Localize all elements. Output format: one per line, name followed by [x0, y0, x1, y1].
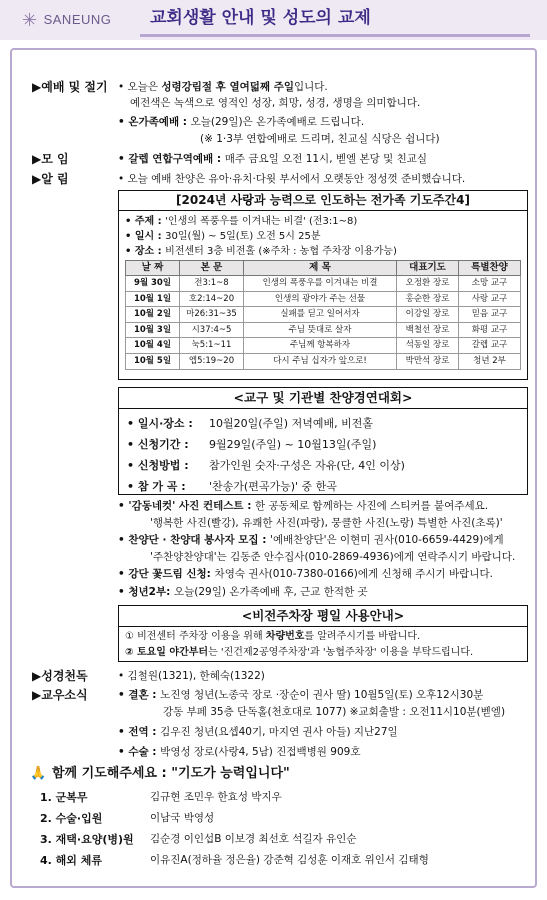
parking-line-2: ② 토요일 야간부터는 '진건제2공영주차장'과 '농협주차장' 이용을 부탁드립니다.	[125, 646, 474, 658]
date-cell: 10월 5일	[126, 354, 180, 370]
date-cell: 10월 3일	[126, 322, 180, 338]
prayer-week-title: [2024년 사랑과 능력으로 인도하는 전가족 기도주간4]	[119, 191, 527, 211]
table-row	[126, 338, 521, 354]
table-header-row	[126, 261, 521, 276]
pray-together-title: 🙏 함께 기도해주세요 : "기도가 능력입니다"	[30, 766, 290, 781]
pray-row-names: 김순경 이인섭B 이보경 최선호 석길자 유인순	[150, 833, 357, 845]
page-header	[0, 0, 547, 40]
surgery-line: • 수술 : 박영성 장로(사랑4, 5남) 진접백병원 909호	[118, 746, 361, 758]
contest-item	[127, 476, 519, 497]
choir-cell: 청년 2부	[459, 354, 521, 370]
title-cell: 인생의 광야가 주는 선물	[244, 291, 397, 307]
family-worship-line: • 온가족예배 : 오늘(29일)은 온가족예배로 드립니다.	[118, 116, 365, 128]
contest-item-value: 9월29일(주일) ~ 10월13일(주일)	[209, 437, 377, 451]
wedding-line-2: 강동 부페 35층 단독홀(천호대로 1077) ※교회출발 : 오전11시10분(벧엘)	[163, 706, 506, 718]
bible-reading-label: ▶성경천독	[32, 669, 88, 683]
worship-line-1: • 오늘은 성령강림절 후 열여덟째 주일입니다.	[118, 81, 328, 93]
choir-cell: 믿음 교구	[459, 307, 521, 323]
meeting-text: • 갈렙 연합구역예배 : 매주 금요일 오전 11시, 벧엘 본당 및 친교실	[118, 153, 428, 165]
table-row	[126, 275, 521, 291]
worship-label: ▶예배 및 절기	[32, 80, 108, 94]
parking-box	[118, 605, 528, 662]
pray-row-label: 2. 수술·입원	[40, 812, 103, 825]
prayer-cell: 이강일 장로	[397, 307, 459, 323]
page-title: 교회생활 안내 및 성도의 교제	[150, 8, 371, 28]
choir-volunteer-line-2: '주찬양찬양대'는 김동준 안수집사(010-2869-4936)에게 연락주시기 바랍니다.	[150, 551, 516, 563]
contest-item	[127, 413, 519, 434]
prayer-schedule-table	[125, 260, 521, 370]
family-worship-note: (※ 1·3부 연합예배로 드리며, 친교실 식당은 쉽니다)	[200, 133, 440, 145]
choir-cell: 소망 교구	[459, 275, 521, 291]
pray-row-names: 이남국 박영성	[150, 812, 215, 824]
church-logo	[22, 9, 111, 32]
bible-reading-text: • 김철원(1321), 한혜숙(1322)	[118, 670, 265, 682]
text-cell: 호2:14~20	[180, 291, 244, 307]
flower-request-line: • 강단 꽃드림 신청: 차영숙 권사(010-7380-0166)에게 신청해 주시기 바랍니다.	[118, 568, 493, 580]
contest-item	[127, 455, 519, 476]
pray-row-label: 4. 해외 체류	[40, 854, 102, 867]
title-cell: 주님께 항복하자	[244, 338, 397, 354]
prayer-week-date: • 일시 : 30일(월) ~ 5일(토) 오전 5시 25분	[125, 231, 321, 242]
discharge-line: • 전역 : 김우진 청년(요셉40기, 마지연 권사 아들) 지난27일	[118, 726, 398, 738]
table-row	[126, 291, 521, 307]
news-label: ▶교우소식	[32, 688, 88, 702]
date-cell: 10월 2일	[126, 307, 180, 323]
text-cell: 마26:31~35	[180, 307, 244, 323]
choir-contest-title: <교구 및 기관별 찬양경연대회>	[119, 388, 527, 409]
prayer-week-place: • 장소 : 비전센터 3층 비전홀 (※주차 : 농협 주차장 이용가능)	[125, 246, 397, 257]
contest-item-label: • 신청기간 :	[127, 437, 189, 451]
choir-contest-box	[118, 387, 528, 495]
prayer-cell: 석동일 장로	[397, 338, 459, 354]
choir-volunteer-line: • 찬양단 · 찬양대 봉사자 모집 : '예배찬양단'은 이현미 권사(010-6659-4429)에게	[118, 534, 504, 546]
parking-title: <비전주차장 평일 사용안내>	[119, 606, 527, 627]
title-underline	[140, 34, 530, 37]
youth-line: • 청년2부: 오늘(29일) 온가족예배 후, 근교 한적한 곳	[118, 586, 368, 598]
photo-contest-line: • '감동네컷' 사진 컨테스트 : 한 공동체로 함께하는 사진에 스티커를 붙여주세요.	[118, 500, 489, 512]
praying-hands-icon: 🙏	[30, 766, 47, 781]
logo-text: SANEUNG	[43, 12, 112, 28]
pray-row	[40, 812, 214, 826]
notice-label: ▶알 림	[32, 172, 69, 186]
contest-item-value: 10월20일(주일) 저녁예배, 비전홀	[209, 416, 373, 430]
col-choir: 특별찬양	[459, 261, 521, 276]
pray-row-label: 1. 군복무	[40, 791, 88, 804]
text-cell: 시37:4~5	[180, 322, 244, 338]
title-cell: 다시 주님 십자가 앞으로!	[244, 354, 397, 370]
table-row	[126, 354, 521, 370]
worship-line-2: 예전색은 녹색으로 영적인 성장, 희망, 성경, 생명을 의미합니다.	[130, 97, 421, 109]
pray-row	[40, 854, 429, 868]
choir-cell: 화평 교구	[459, 322, 521, 338]
text-cell: 엡5:19~20	[180, 354, 244, 370]
date-cell: 10월 4일	[126, 338, 180, 354]
photo-contest-line-2: '행복한 사진(빨강), 유쾌한 사진(파랑), 뭉클한 사진(노랑) 특별한 사진(초록)'	[150, 517, 503, 529]
col-date: 날 짜	[126, 261, 180, 276]
title-cell: 주님 뜻대로 살자	[244, 322, 397, 338]
parking-line-1: ① 비전센터 주차장 이용을 위해 차량번호를 알려주시기를 바랍니다.	[125, 630, 421, 642]
col-title: 제 목	[244, 261, 397, 276]
pray-row	[40, 833, 356, 847]
contest-item-label: • 참 가 곡 :	[127, 479, 186, 493]
prayer-week-box	[118, 190, 528, 380]
title-cell: 실패를 딛고 일어서자	[244, 307, 397, 323]
prayer-cell: 백철선 장로	[397, 322, 459, 338]
prayer-cell: 홍순한 장로	[397, 291, 459, 307]
contest-item	[127, 434, 519, 455]
notice-text: • 오늘 예배 찬양은 유아·유치·다윗 부서에서 오랫동안 정성껏 준비했습니다.	[118, 173, 466, 185]
pray-row	[40, 791, 282, 805]
meeting-label: ▶모 임	[32, 152, 69, 166]
contest-item-value: 참가인원 숫자·구성은 자유(단, 4인 이상)	[209, 458, 405, 472]
table-row	[126, 307, 521, 323]
wedding-line: • 결혼 : 노진영 청년(노종국 장로 ·장순이 권사 딸) 10월5일(토) 오후12시30분	[118, 689, 484, 701]
text-cell: 눅5:1~11	[180, 338, 244, 354]
choir-cell: 갈렙 교구	[459, 338, 521, 354]
contest-item-value: '찬송가(편곡가능)' 중 한곡	[209, 479, 337, 493]
prayer-cell: 오정환 장로	[397, 275, 459, 291]
flower-icon: ✳	[22, 10, 38, 30]
date-cell: 10월 1일	[126, 291, 180, 307]
pray-row-names: 이유진A(정하율 정은율) 강준혁 김성훈 이재호 위인서 김태형	[150, 854, 429, 866]
text-cell: 전3:1~8	[180, 275, 244, 291]
prayer-cell: 박만석 장로	[397, 354, 459, 370]
col-text: 본 문	[180, 261, 244, 276]
choir-cell: 사랑 교구	[459, 291, 521, 307]
pray-row-label: 3. 재택·요양(병)원	[40, 833, 134, 846]
title-cell: 인생의 폭풍우를 이겨내는 비결	[244, 275, 397, 291]
table-row	[126, 322, 521, 338]
contest-item-label: • 신청방법 :	[127, 458, 189, 472]
contest-item-label: • 일시·장소 :	[127, 416, 193, 430]
col-prayer: 대표기도	[397, 261, 459, 276]
pray-row-names: 김규현 조민우 한효성 박지우	[150, 791, 282, 803]
prayer-week-theme: • 주제 : '인생의 폭풍우를 이겨내는 비결' (전3:1~8)	[125, 216, 358, 227]
date-cell: 9월 30일	[126, 275, 180, 291]
